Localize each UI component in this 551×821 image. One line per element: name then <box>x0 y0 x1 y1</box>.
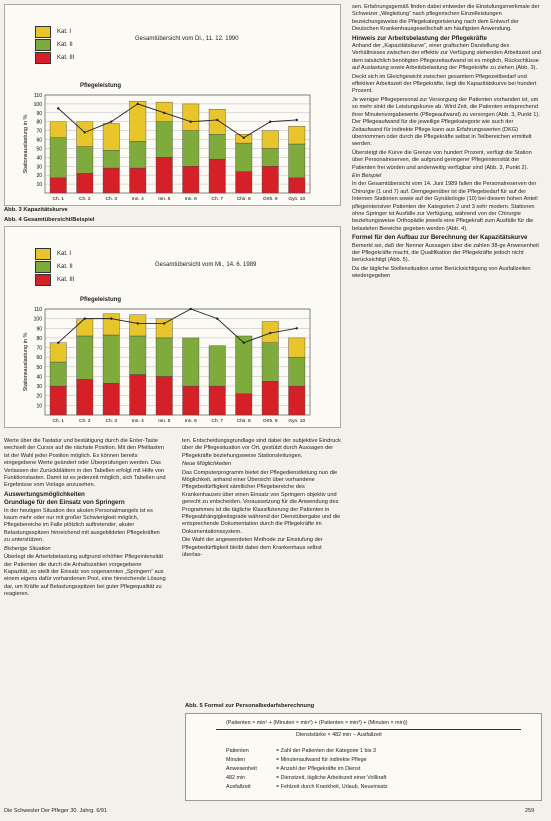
capacity-point <box>163 322 165 324</box>
bar-segment <box>183 338 199 386</box>
x-tick-label: Ch. 2 <box>79 419 91 424</box>
y-tick-label: 80 <box>36 119 42 126</box>
x-tick-label: Ch. 3 <box>105 419 117 424</box>
bar-segment <box>77 122 93 147</box>
paragraph: Da die tägliche Stellensituation unter Berücksichtigung von Ausfallzeiten wiedergegeben <box>352 265 531 280</box>
x-tick-label: Gyn. 10 <box>288 419 306 424</box>
paragraph: sen. Erfahrungsgemäß finden dabei entweder die Einstufungsmerkmale der Schweizer „Wegleitung“ nach pflegerischen Einzelleistungen bezeichungsweise die Pflegekategorisierung nach dem Entwurf der Deutschen Krankenhausgesellschaft am häufigsten Anwendung. <box>352 4 540 33</box>
bar-segment <box>236 143 252 172</box>
legend-label: Kat. I <box>57 28 72 35</box>
y-tick-label: 10 <box>36 182 42 189</box>
formula-legend <box>226 748 536 793</box>
bar-segment <box>289 338 305 357</box>
bar-segment <box>209 159 225 193</box>
bar-segment <box>156 376 172 415</box>
y-tick-label: 10 <box>36 403 42 410</box>
bar-segment <box>130 315 146 336</box>
capacity-point <box>190 121 192 123</box>
bar-segment <box>130 168 146 193</box>
overview-title: Gesamtübersicht vom Mi., 14. 6. 1989 <box>155 262 257 268</box>
bar-segment <box>236 172 252 193</box>
y-tick-label: 60 <box>36 355 42 362</box>
y-axis-label: Stationsauslastung in % <box>23 332 29 392</box>
x-tick-label: Inn. 5 <box>158 197 171 202</box>
capacity-point <box>137 103 139 105</box>
capacity-point <box>110 121 112 123</box>
page-number: 259 <box>525 808 535 814</box>
capacity-point <box>243 342 245 344</box>
capacity-point <box>163 112 165 114</box>
bar-segment <box>262 148 278 166</box>
chart-title: Pflegeleistung <box>80 297 122 303</box>
bar-segment <box>77 379 93 415</box>
figure-caption: Abb. 4 Gesamtübersicht/Beispiel <box>4 217 95 223</box>
bar-segment <box>183 166 199 193</box>
bar-segment <box>50 138 66 178</box>
formula-legend-row <box>226 748 536 757</box>
bar-segment <box>262 381 278 415</box>
x-tick-label: Ch. 7 <box>211 419 223 424</box>
paragraph: Ein Beispiel <box>352 172 382 179</box>
middle-column-text <box>182 438 342 561</box>
capacity-point <box>110 317 112 319</box>
y-tick-label: 60 <box>36 137 42 144</box>
bar-segment <box>156 319 172 338</box>
capacity-point <box>269 121 271 123</box>
y-tick-label: 50 <box>36 146 42 153</box>
formula-term-description: = Anzahl der Pflegekräfte im Dienst <box>276 766 361 772</box>
x-tick-label: Ch. 3 <box>105 197 117 202</box>
formula-denominator: Dienststärke × 482 min − Ausfallzeit <box>296 732 382 738</box>
capacity-point <box>296 327 298 329</box>
capacity-point <box>269 332 271 334</box>
figure-capacity-curve <box>4 4 341 206</box>
capacity-line <box>58 104 297 138</box>
formula-term-description: = Minutenaufwand für indirekte Pflege <box>276 757 367 763</box>
paragraph: Deckt sich im Gleichgewicht zwischen gesamtem Pflegezeitbedarf und effektiver Arbeitszeit der Pflegekräfte, liegt die Kapazitätskurve bei hundert Prozent. <box>352 73 537 95</box>
y-tick-label: 100 <box>33 101 42 108</box>
legend-label: Kat. III <box>57 54 75 61</box>
bar-segment <box>50 362 66 386</box>
paragraph: ten. Entscheidungsgrundlage sind dabei der subjektive Eindruck über die Pflegesituation vor Ort, gestützt durch Aussagen der Pflegekräfte beziehungsweise Stationsleitungen. <box>182 438 341 459</box>
capacity-point <box>190 308 192 310</box>
y-axis-label: Stationsauslastung in % <box>23 114 29 174</box>
formula-legend-row <box>226 784 536 793</box>
paragraph: In der Gesamtübersicht vom 14. Juni 1989 fallen die Personalreserven der Chirurgie (1 und 7) auf. Demgegenüber ist die Pflegebedarf für auf der Internen Stationen sowie auf der Gynäkologie (10) bei diesem hohen Anteil pflegeintensiver Patienten der Kategorien 2 und 3 sehr modern. Stationen ohne Springer ist Ausfälle zur Verfügung, während von der Chirurgie beziehungsweise Orthopädie jeweils eine Pflegekraft zum Ausfälle für die belasteten Bereiche gegeben werden (Abb. 4). <box>352 181 538 232</box>
bar-segment <box>77 147 93 174</box>
bar-segment <box>50 386 66 415</box>
x-tick-label: Inn. 6 <box>184 419 197 424</box>
bar-segment <box>77 336 93 379</box>
paragraph: Anhand der „Kapazitätskurve“, einer grafischen Darstellung des Verhältnisses zwischen der effektiv zur Verfügung stehenden Arbeitszeit und dem tatsächlich benötigten Pflegezeitaufwand ist es möglich, Rückschlüsse auf Auslastung sowie Arbeitsbelastung der Pflegekräfte zu ziehen (Abb. 3). <box>352 43 541 72</box>
paragraph: Übersteigt die Kurve die Grenze von hundert Prozent, verfügt die Station über Personalreserven, die aufgrund geringerer Pflegeintensität der Patienten frei würden und anderweitig verfügbar sind (Abb. 3, Punkt 2). <box>352 149 532 171</box>
y-tick-label: 90 <box>36 326 42 333</box>
capacity-point <box>84 131 86 133</box>
paragraph: Je weniger Pflegepersonal zur Versorgung der Patienten vorhanden ist, um so mehr sinkt die Leistungskurve ab. Wird Zeit, die Patienten entsprechend ihrer Minutenvorgabewerte (Pflegeaufwand) zu versorgen (Abb. 3, Punkt 1). Der Pflegeaufwand für die jeweilige Pflegekategorie wie auch der Zeitaufwand für indirekte Pflege kann aus Erfahrungswerten (DKG) übernommen oder durch die Pflegekräfte selbst in Teilbereichen ermittelt werden. <box>352 96 540 148</box>
chart-title: Pflegeleistung <box>80 83 122 89</box>
x-tick-label: Inn. 4 <box>131 197 144 202</box>
formula-legend-row <box>226 775 536 784</box>
y-tick-label: 50 <box>36 364 42 371</box>
bar-segment <box>103 168 119 193</box>
x-tick-label: Ch. 2 <box>79 197 91 202</box>
capacity-point <box>57 107 59 109</box>
formula-term: Patienten <box>226 748 249 754</box>
x-tick-label: Orth. 9 <box>262 197 278 202</box>
formula-fraction-line <box>216 729 521 730</box>
bar-segment <box>262 131 278 149</box>
capacity-point <box>243 137 245 139</box>
legend-label: Kat. I <box>57 250 72 257</box>
paragraph: Bisherige Situation <box>4 545 51 552</box>
capacity-point <box>216 119 218 121</box>
x-tick-label: Inn. 5 <box>158 419 171 424</box>
y-tick-label: 110 <box>34 307 42 313</box>
formula-term-description: = Fehlzeit durch Krankheit, Urlaub, Neueinsatz <box>276 784 388 790</box>
formula-legend-row <box>226 766 536 775</box>
bar-segment <box>130 375 146 415</box>
y-tick-label: 40 <box>36 374 42 381</box>
bar-segment <box>289 126 305 144</box>
formula-numerator: (Patienten × min¹ + (Minuten × min²) + (Patienten × min³) + (Minuten × min)) <box>226 720 408 726</box>
chart-2 <box>5 227 340 427</box>
bar-segment <box>50 343 66 362</box>
x-tick-label: Orth. 9 <box>262 419 278 424</box>
bar-segment <box>130 141 146 168</box>
y-tick-label: 100 <box>33 316 42 323</box>
paragraph: Hinweis zur Arbeitsbelastung der Pflegekräfte <box>352 34 487 42</box>
chart-1 <box>5 5 340 205</box>
y-tick-label: 80 <box>36 335 42 342</box>
bar-segment <box>103 150 119 168</box>
y-tick-label: 70 <box>36 128 42 135</box>
paragraph: Bemerkt sei, daß der Nenner Aussagen über die zahlen 38-ge Anwesenheit der Pflegekräfte macht, die Qualifikation der Pflegekräfte jedoch nicht berücksichtigt (Abb. 5). <box>352 242 539 264</box>
figure-overview-example <box>4 226 341 428</box>
bar-segment <box>183 386 199 415</box>
bar-segment <box>289 357 305 386</box>
capacity-point <box>57 342 59 344</box>
formula-term: Anwesenheit <box>226 766 257 772</box>
bar-segment <box>289 144 305 178</box>
legend-label: Kat. III <box>57 276 75 283</box>
bar-segment <box>77 173 93 193</box>
bar-segment <box>236 336 252 394</box>
bar-segment <box>183 104 199 131</box>
legend-label: Kat. II <box>57 263 73 270</box>
formula-term-description: = Zahl der Patienten der Kategorie 1 bis 3 <box>276 748 376 754</box>
bar-segment <box>103 335 119 383</box>
y-tick-label: 70 <box>36 345 42 352</box>
bar-segment <box>209 386 225 415</box>
y-tick-label: 90 <box>36 110 42 117</box>
left-column-text <box>4 438 167 600</box>
bar-segment <box>77 319 93 336</box>
paragraph: Neue Möglichkeiten <box>182 461 232 468</box>
paragraph: Überlegt die Arbeitsbelastung aufgrund erhöhter Pflegeintensität der Patienten die durch die Anhaltszahlen vorgegebene Kapazität, so stellt der Einsatz von sogenannten „Springern“ aus einem eigens dafür vorhandenen Pool, eine hinreichende Lösung dar, um Kräfte auf Belastungsspitzen bei guter Pflegequalität zu reagieren. <box>4 554 166 598</box>
formula-term: 482 min <box>226 775 246 781</box>
bar-segment <box>103 383 119 415</box>
x-tick-label: Ch. 1 <box>52 419 64 424</box>
y-tick-label: 30 <box>36 164 42 171</box>
legend-label: Kat. II <box>57 41 73 48</box>
bar-segment <box>289 386 305 415</box>
bar-segment <box>156 338 172 377</box>
bar-segment <box>209 346 225 386</box>
paragraph: In der heutigen Situation des akuten Personalmangels ist es kaum mehr oder nur mit großer Schwierigkeit möglich, Pflegebereiche im Falle plötzlich auftretender, akuter Belastungsspitzen hinreichend mit ausgebildeten Pflegekräften zu unterstützen. <box>4 507 160 544</box>
y-tick-label: 20 <box>36 393 42 400</box>
y-tick-label: 40 <box>36 155 42 162</box>
x-tick-label: Inn. 4 <box>131 419 144 424</box>
bar-segment <box>209 109 225 134</box>
formula-term: Ausfallzeit <box>226 784 251 790</box>
footer-journal: Die Schwester Der Pfleger 30. Jahrg. 6/91 <box>4 808 108 814</box>
capacity-point <box>137 322 139 324</box>
y-tick-label: 30 <box>36 384 42 391</box>
paragraph: Werte über die Tastatur und bestätigung durch die Enter-Taste wechselt der Cursor auf die nächste Position. Mit den Pfeiltasten ist der Wahl jeder Position möglich. Es können bereits eingegebene Werte geändert oder Überprüfungen werden. Das Verlassen der Zurückblättern in den Tabellen erfolgt mit Hilfe von Funktionstasten. Damit ist es jederzeit möglich, sich Tabellen und Ergebnisse vom Vorlage anzusehen. <box>4 438 166 489</box>
x-tick-label: Ch. 7 <box>211 197 223 202</box>
bar-segment <box>103 124 119 151</box>
capacity-point <box>84 317 86 319</box>
bar-segment <box>156 157 172 193</box>
formula-term: Minuten <box>226 757 246 763</box>
overview-title: Gesamtübersicht vom Di., 11. 12. 1990 <box>135 36 239 42</box>
right-column-text <box>352 4 542 282</box>
bar-segment <box>183 131 199 167</box>
y-tick-label: 110 <box>34 93 42 99</box>
capacity-point <box>216 317 218 319</box>
formula-box <box>185 713 542 801</box>
paragraph: Das Computerprogramm bietet der Pflegedienstleitung nun die Möglichkeit, anhand einer Übersicht über vorhandene Pflegebedürftigkeit sämtlicher Pflegebereiche des Krankenhauses über einen Einsatz von Springern objektiv und gerecht zu entscheiden. Voraussetzung für die Anwendung des Programmes ist die tägliche Klassifizierung der Patienten in Pflegeabhängigkeitsgrade während der Dienstübergabe und die entsprechende Dokumentation durch die Pflegekräfte im Dokumentationssystem. <box>182 469 341 535</box>
bar-segment <box>209 134 225 159</box>
bar-segment <box>289 178 305 193</box>
paragraph: Die Wahl der angewendeten Methode zur Einstufung der Pflegebedürftigkeit bleibt dabei dem Krankenhaus selbst überlas- <box>182 537 323 559</box>
bar-segment <box>130 336 146 375</box>
capacity-point <box>296 119 298 121</box>
figure-caption: Abb. 3 Kapazitätskurve <box>4 207 68 213</box>
bar-segment <box>50 178 66 193</box>
bar-segment <box>262 343 278 382</box>
y-tick-label: 20 <box>36 173 42 180</box>
bar-segment <box>236 394 252 415</box>
x-tick-label: Inn. 6 <box>184 197 197 202</box>
x-tick-label: Chir. 8 <box>236 419 251 424</box>
x-tick-label: Chir. 8 <box>236 197 251 202</box>
paragraph: Auswertungsmöglichkeiten <box>4 490 85 498</box>
bar-segment <box>156 122 172 158</box>
bar-segment <box>262 166 278 193</box>
paragraph: Grundlage für den Einsatz von Springern <box>4 499 125 507</box>
bar-segment <box>103 314 119 335</box>
formula-caption: Abb. 5 Formel zur Personalbedarfsberechnung <box>185 703 315 709</box>
paragraph: Formel für den Aufbau zur Berechnung der Kapazitätskurve <box>352 234 528 242</box>
formula-legend-row <box>226 757 536 766</box>
x-tick-label: Ch. 1 <box>52 197 64 202</box>
bar-segment <box>50 122 66 138</box>
x-tick-label: Gyn. 10 <box>288 197 306 202</box>
formula-term-description: = Dienstzeit, tägliche Arbeitszeit einer Vollkraft <box>276 775 387 781</box>
